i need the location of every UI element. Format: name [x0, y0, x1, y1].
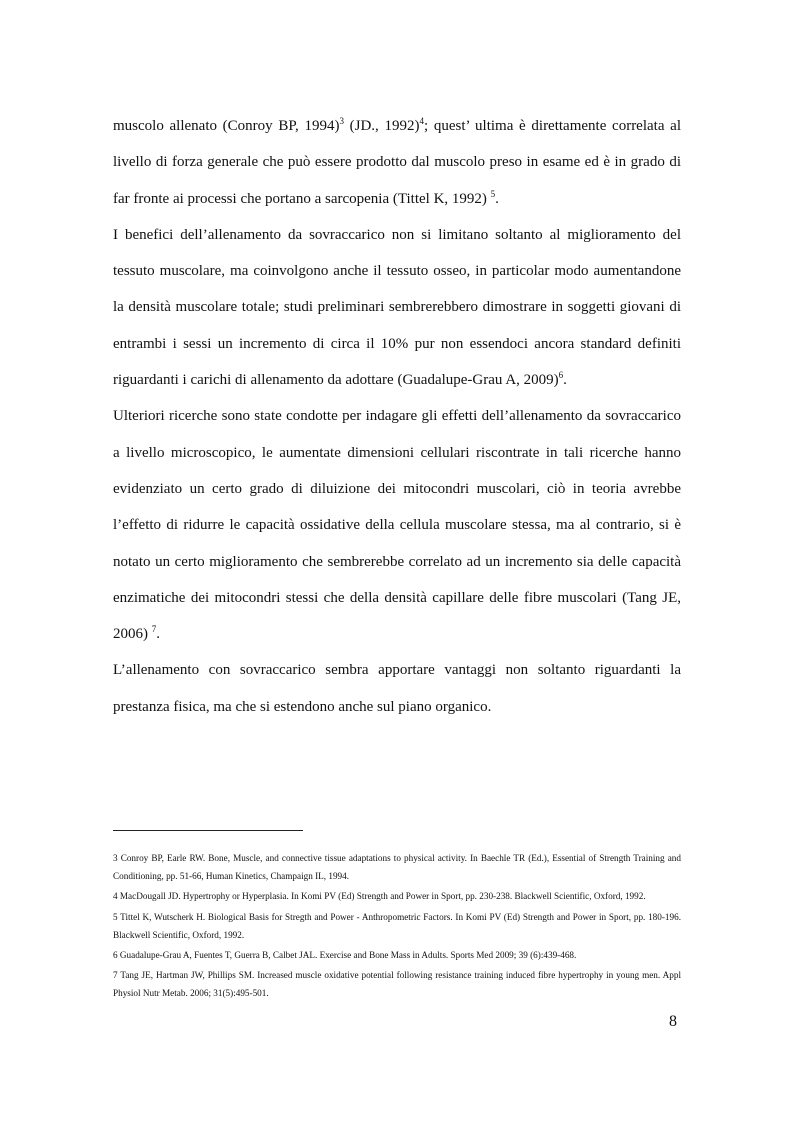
footnote-ref: 6: [558, 370, 564, 381]
footnote-ref: 7: [151, 624, 157, 635]
text-run: .: [563, 372, 567, 389]
text-run: .: [495, 190, 499, 207]
footnote: 5 Tittel K, Wutscherk H. Biological Basis for Stregth and Power - Anthropometric Factors. In Komi PV (Ed) Strength and Power in Sport, pp. 180-196. Blackwell Scientific, Oxford, 1992.: [113, 911, 681, 940]
footnote-ref: 4: [419, 116, 424, 126]
body-text: [113, 108, 681, 725]
paragraph: [113, 398, 681, 652]
footnote-ref: 3: [339, 116, 344, 126]
text-run: Ulteriori ricerche sono state condotte per indagare gli effetti dell’allenamento da sovraccarico a livello microscopico, le aumentate dimensioni cellulari riscontrate in tali ricerche hanno evidenziato un certo grado di diluizione dei mitocondri muscolari, ciò in teoria avrebbe l’effetto di ridurre le capacità ossidative della cellula muscolare stessa, ma al contrario, si è notato un certo miglioramento che sembrerebbe correlato ad un incremento sia delle capacità enzimatiche dei mitocondri stessi che della densità capillare delle fibre muscolari (Tang JE, 2006): [113, 408, 681, 643]
paragraph: [113, 217, 681, 398]
footnote-ref: 5: [490, 188, 496, 199]
footnote: 6 Guadalupe-Grau A, Fuentes T, Guerra B, Calbet JAL. Exercise and Bone Mass in Adults. Sports Med 2009; 39 (6):439-468.: [113, 949, 577, 960]
text-run: L’allenamento con sovraccarico sembra apportare vantaggi non soltanto riguardanti la prestanza fisica, ma che si estendono anche sul piano organico.: [113, 662, 681, 715]
footnote: 3 Conroy BP, Earle RW. Bone, Muscle, and connective tissue adaptations to physical activity. In Baechle TR (Ed.), Essential of Strength Training and Conditioning, pp. 51-66, Human Kinetics, Champaign IL, 1994.: [113, 853, 681, 881]
footnote-separator: [113, 830, 303, 831]
text-run: (JD., 1992): [343, 118, 420, 134]
footnotes: [113, 849, 681, 1004]
text-run: muscolo allenato (Conroy BP, 1994): [113, 118, 340, 134]
footnote: 7 Tang JE, Hartman JW, Phillips SM. Increased muscle oxidative potential following resistance training induced fibre hypertrophy in young men. Appl Physiol Nutr Metab. 2006; 31(5):495-501.: [113, 970, 681, 999]
text-run: I benefici dell’allenamento da sovraccarico non si limitano soltanto al miglioramento del tessuto muscolare, ma coinvolgono anche il tessuto osseo, in particolar modo aumentandone la densità muscolare totale; studi preliminari sembrerebbero dimostrare in soggetti giovani di entrambi i sessi un incremento di circa il 10% pur non essendoci ancora standard definiti riguardanti i carichi di allenamento da adottare (Guadalupe-Grau A, 2009): [113, 226, 681, 389]
page-number: 8: [669, 1013, 677, 1030]
text-run: .: [156, 626, 160, 643]
text-run: ; quest’ ultima è direttamente correlata al livello di forza generale che può essere prodotto dal muscolo preso in esame ed è in grado di far fronte ai processi che portano a sarcopenia (Tittel K, 1992): [113, 118, 681, 207]
footnote: 4 MacDougall JD. Hypertrophy or Hyperplasia. In Komi PV (Ed) Strength and Power in Sport, pp. 230-238. Blackwell Scientific, Oxford, 1992.: [113, 891, 646, 902]
paragraph: [113, 108, 681, 217]
paragraph: [113, 652, 681, 725]
